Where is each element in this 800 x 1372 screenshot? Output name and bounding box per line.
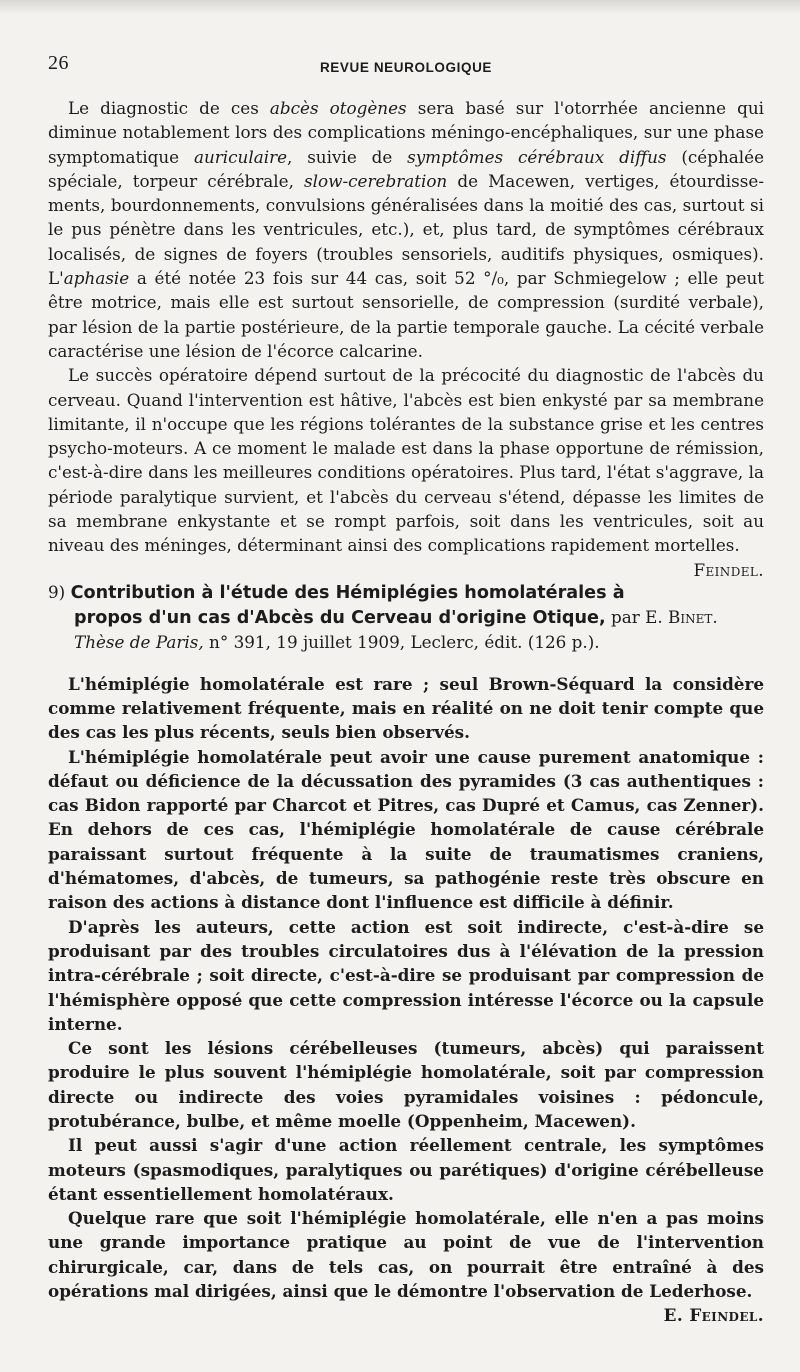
italic-term: aphasie bbox=[63, 268, 130, 289]
paragraph-text: a été notée 23 fois sur 44 cas, soit 52 °/₀, par Schmiegelow ; elle peut être motrice, mais elle est surtout sensorielle, de compression (surdité verbale), par lésion de la partie postérieure, de la partie temporale gauche. La cécité verbale caractérise une lésion de l'écorce calcarine. bbox=[48, 268, 764, 361]
paragraph-text: Le succès opératoire dépend surtout de la précocité du diagnostic de l'abcès du cerveau. Quand l'intervention est hâtive, l'abcès est bien enkysté par sa membrane limitante, il n'occupe que les régions tolérantes de la substance grise et les centres psycho-moteurs. A ce moment le malade est dans la phase opportune de rémission, c'est-à-dire dans les meilleures conditions opératoires. Plus tard, l'état s'aggrave, la période paralytique survient, et l'abcès du cerveau s'étend, dépasse les limites de sa membrane enkystante et se rompt parfois, soit dans les ventricules, soit au niveau des méninges, déterminant ainsi des complications rapidement mortelles. bbox=[48, 365, 764, 556]
paragraph-text: Le diagnostic de ces bbox=[68, 98, 270, 118]
citation-text: par E. bbox=[605, 606, 669, 627]
italic-term: slow-cerebration bbox=[304, 170, 448, 191]
abstract-paragraph: L'hémiplégie homolatérale peut avoir une cause purement anatomique : défaut ou déficience de la décussation des pyramides (3 cas authentiques : cas Bidon rapporté par Charcot et Pitres, cas Dupré et Camus, cas Zenner). En dehors de ces cas, l'hémiplégie homolatérale de cause cérébrale paraissant surtout fréquente à la suite de traumatismes craniens, d'hématomes, d'abcès, de tumeurs, sa pathogénie reste très obscure en raison des actions à distance dont l'influence est difficile à définir. bbox=[48, 746, 764, 913]
citation-text: . bbox=[712, 606, 718, 627]
review-citation bbox=[48, 580, 764, 654]
italic-term: abcès otogènes bbox=[269, 98, 407, 118]
review-paragraph bbox=[48, 363, 764, 580]
review-number: 9) bbox=[48, 581, 66, 602]
review-signature: Feindel. bbox=[693, 559, 764, 580]
abstract-paragraph: Il peut aussi s'agir d'une action réellement centrale, les symptômes moteurs (spasmodiques, paralytiques ou parétiques) d'origine cérébelleuse étant essentiellement homolatéraux. bbox=[48, 1135, 764, 1204]
italic-term: symptômes cérébraux diffus bbox=[407, 146, 667, 167]
running-title: REVUE NEUROLOGIQUE bbox=[319, 60, 493, 75]
paragraph-text: sera basé sur l'otorrhée ancienne qui diminue notablement lors des complications méningo-encéphaliques, sur une phase symptomatique bbox=[48, 98, 765, 167]
abstract-paragraph: Ce sont les lésions cérébelleuses (tumeurs, abcès) qui paraissent produire le plus souvent l'hémiplégie homolatérale, soit par compression directe ou indirecte des voies pyramidales voisines : pédoncule, protubérance, bulbe, et même moelle (Oppenheim, Macewen). bbox=[48, 1038, 764, 1131]
page-number: 26 bbox=[48, 52, 69, 74]
paragraph-text: (céphalée spéciale, torpeur cérébrale, bbox=[48, 146, 764, 191]
abstract-paragraph: D'après les auteurs, cette action est soit indirecte, c'est-à-dire se produisant par des troubles circulatoires dus à l'élévation de la pression intra-cérébrale ; soit directe, c'est-à-dire se produisant par compression de l'hémisphère opposé que cette compression intéresse l'écorce ou la capsule interne. bbox=[48, 916, 764, 1034]
review-title: Contribution à l'étude des Hémiplégies homolatérales à propos d'un cas d'Abcès du Cerveau d'origine Otique, bbox=[70, 582, 625, 628]
page-header bbox=[48, 52, 764, 82]
review-paragraph bbox=[48, 96, 764, 363]
abstract-paragraph: L'hémiplégie homolatérale est rare ; seul Brown-Séquard la considère comme relativement fréquente, mais en réalité on ne doit tenir compte que des cas les plus récents, seuls bien observés. bbox=[48, 673, 764, 743]
section-divider bbox=[48, 558, 764, 580]
review-signature: E. Feindel. bbox=[663, 1305, 764, 1326]
abstract-paragraph bbox=[48, 1206, 764, 1326]
paragraph-text: Quelque rare que soit l'hémiplégie homolatérale, elle n'en a pas moins une grande importance pratique au point de vue de l'intervention chirurgicale, car, dans de tels cas, on pourrait être entraîné à des opérations mal dirigées, ainsi que le démontre l'observation de Lederhose. bbox=[48, 1208, 764, 1302]
citation-author: Binet bbox=[668, 606, 713, 627]
citation-thesis: Thèse de Paris, bbox=[74, 631, 204, 652]
page-body bbox=[48, 96, 764, 1328]
section-gap bbox=[48, 654, 764, 672]
paragraph-text: de Macewen, vertiges, étourdissements, bourdonnements, convulsions généralisées dans la moitié des cas, surtout si le pus pénètre dans les ventricules, etc.), et, plus tard, de symptômes cérébraux localisés, de signes de foyers (troubles sensoriels, auditifs physiques, osmiques). L' bbox=[48, 170, 764, 289]
paragraph-text: , suivie de bbox=[287, 146, 408, 167]
citation-details: n° 391, 19 juillet 1909, Leclerc, édit. (126 p.). bbox=[203, 631, 600, 652]
italic-term: auriculaire bbox=[193, 146, 288, 167]
